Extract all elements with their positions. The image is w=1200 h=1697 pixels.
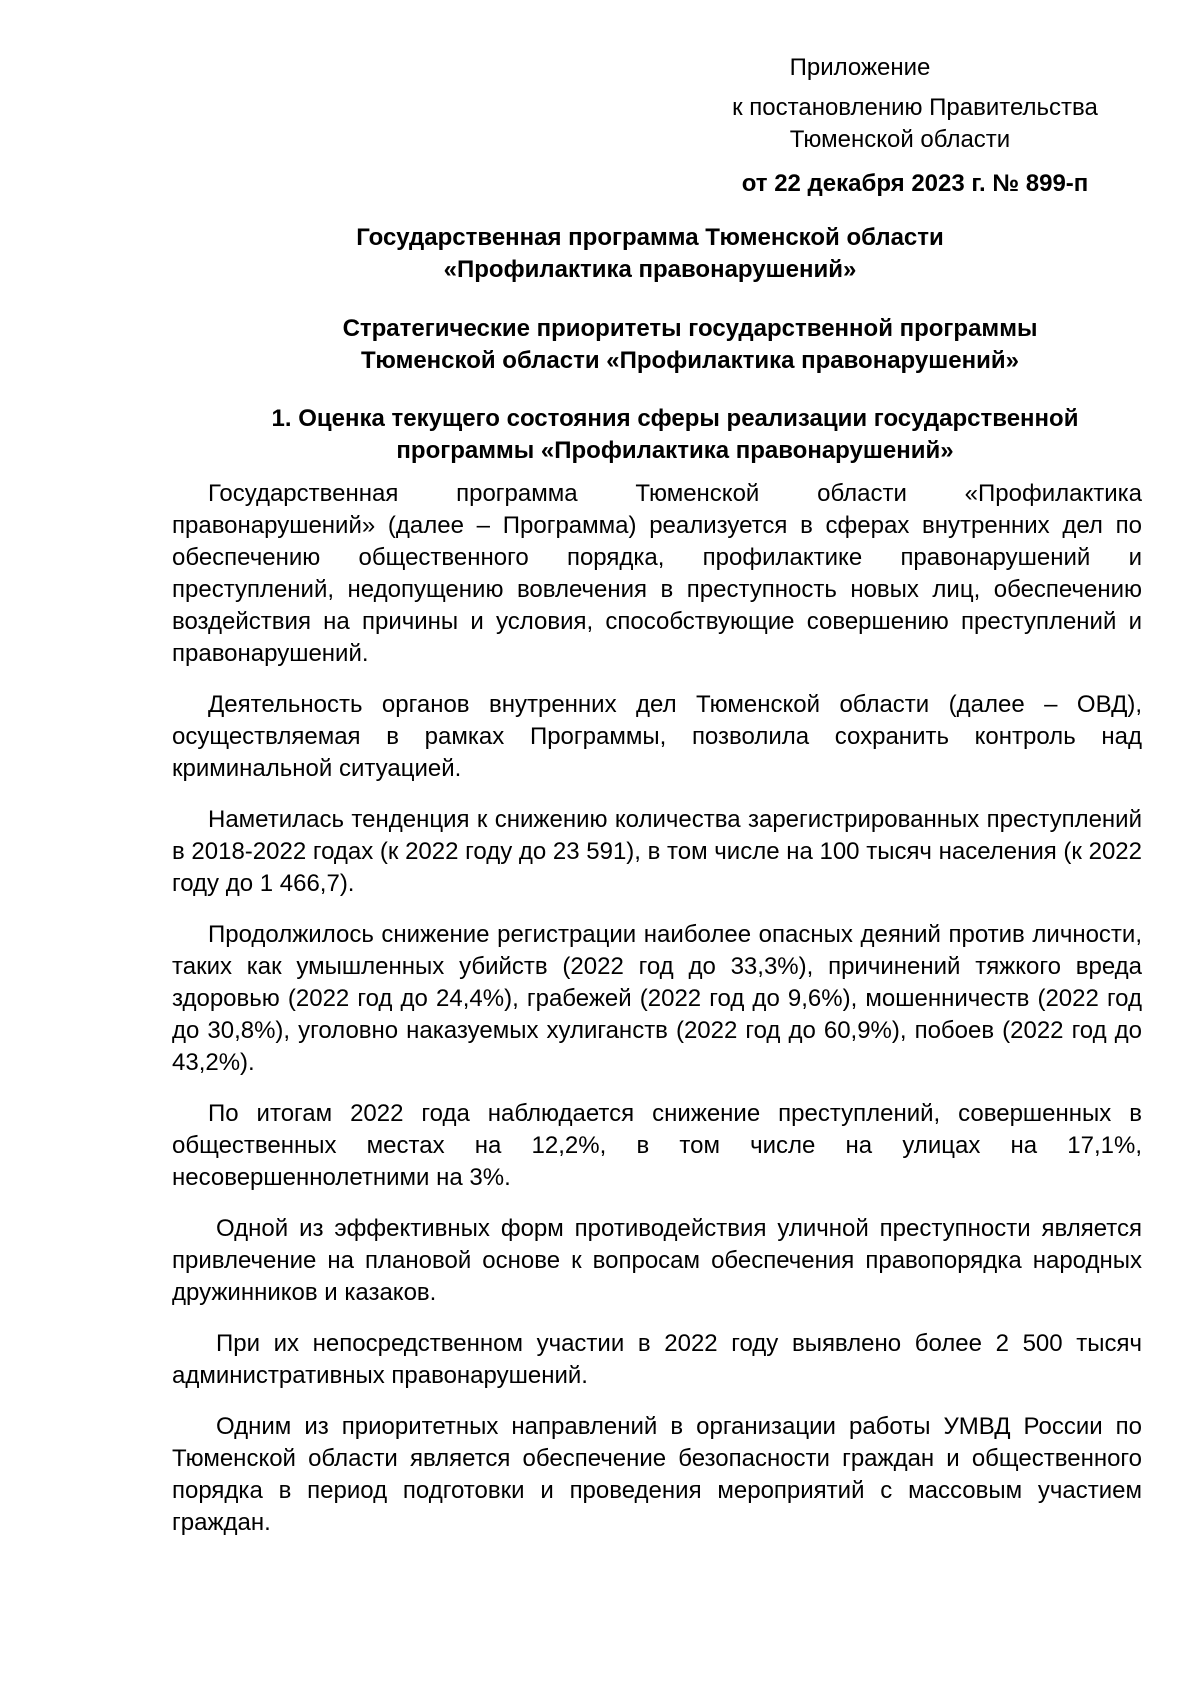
priorities-title — [250, 313, 1130, 377]
paragraph: Государственная программа Тюменской области «Профилактика правонарушений» (далее – Программа) реализуется в сферах внутренних дел по обеспечению общественного порядка, профилактике правонарушений и преступлений, недопущению вовлечения в преступность новых лиц, обеспечению воздействия на причины и условия, способствующие совершению преступлений и правонарушений. — [172, 480, 1142, 667]
appendix-block — [680, 52, 1150, 200]
paragraph: По итогам 2022 года наблюдается снижение преступлений, совершенных в общественных местах на 12,2%, в том числе на улицах на 17,1%, несовершеннолетними на 3%. — [172, 1100, 1142, 1191]
priorities-title-line2: Тюменской области «Профилактика правонарушений» — [361, 347, 1019, 374]
appendix-label: Приложение — [789, 54, 931, 81]
paragraph: Одной из эффективных форм противодействия уличной преступности является привлечение на плановой основе к вопросам обеспечения правопорядка народных дружинников и казаков. — [172, 1215, 1142, 1306]
paragraph: Наметилась тенденция к снижению количества зарегистрированных преступлений в 2018-2022 годах (к 2022 году до 23 591), в том числе на 100 тысяч населения (к 2022 году до 1 466,7). — [172, 806, 1142, 897]
paragraph: Продолжилось снижение регистрации наиболее опасных деяний против личности, таких как умышленных убийств (2022 год до 33,3%), причинений тяжкого вреда здоровью (2022 год до 24,4%), грабежей (2022 год до 9,6%), мошенничеств (2022 год до 30,8%), уголовно наказуемых хулиганств (2022 год до 60,9%), побоев (2022 год до 43,2%). — [172, 921, 1142, 1076]
program-title — [250, 222, 1050, 286]
program-title-line1: Государственная программа Тюменской области — [356, 224, 944, 251]
section-1-title-line1: 1. Оценка текущего состояния сферы реализации государственной — [271, 405, 1079, 432]
paragraph: Одним из приоритетных направлений в организации работы УМВД России по Тюменской области является обеспечение безопасности граждан и общественного порядка в период подготовки и проведения мероприятий с массовым участием граждан. — [172, 1413, 1142, 1536]
appendix-date-number: от 22 декабря 2023 г. № 899-п — [741, 170, 1089, 197]
appendix-decree-ref: к постановлению Правительства — [732, 94, 1098, 121]
priorities-title-line1: Стратегические приоритеты государственной программы — [342, 315, 1038, 342]
program-title-line2: «Профилактика правонарушений» — [443, 256, 857, 283]
appendix-region: Тюменской области — [789, 126, 1011, 153]
section-1-title — [200, 403, 1150, 467]
section-1-title-line2: программы «Профилактика правонарушений» — [396, 437, 954, 464]
section-1-body — [172, 478, 1142, 1558]
paragraph: Деятельность органов внутренних дел Тюменской области (далее – ОВД), осуществляемая в рамках Программы, позволила сохранить контроль над криминальной ситуацией. — [172, 691, 1142, 782]
paragraph: При их непосредственном участии в 2022 году выявлено более 2 500 тысяч административных правонарушений. — [172, 1330, 1142, 1389]
